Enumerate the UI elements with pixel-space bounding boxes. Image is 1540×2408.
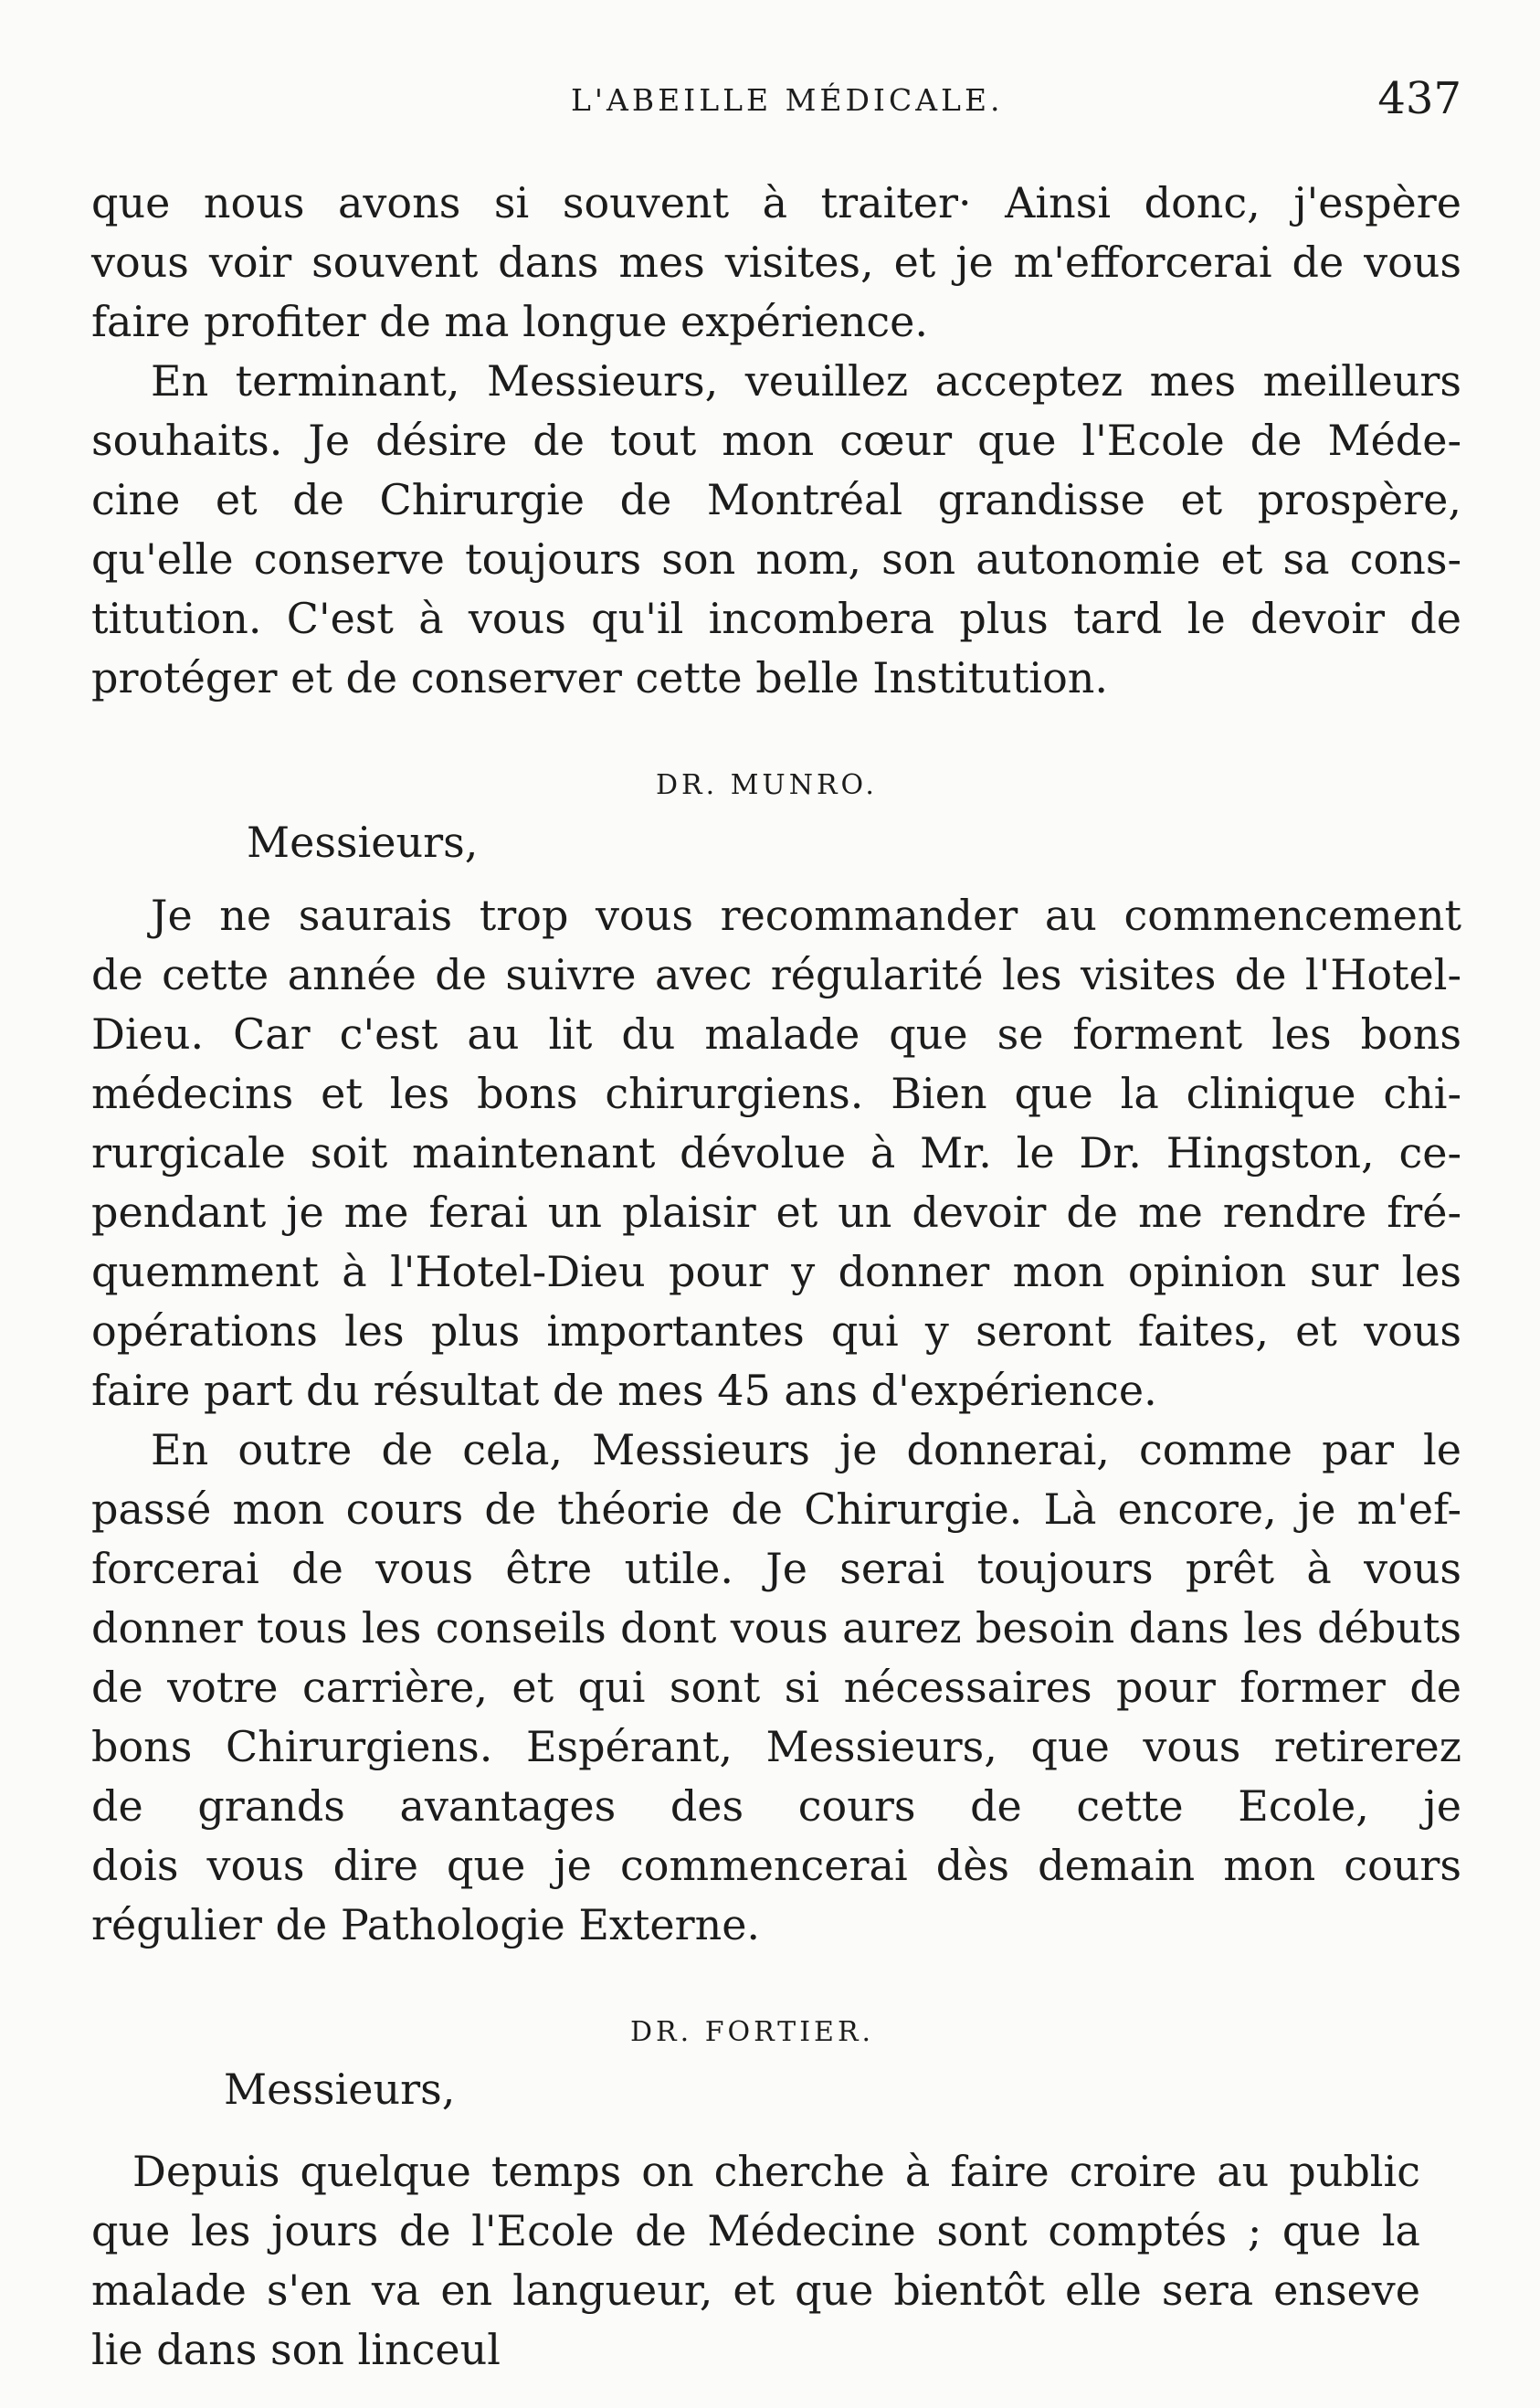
page-number: 437 xyxy=(1377,73,1461,124)
text-line: donner tous les conseils dont vous aurez besoin dans les débuts xyxy=(91,1603,1461,1653)
text-line: qu'elle conserve toujours son nom, son autonomie et sa cons- xyxy=(91,534,1461,584)
text-line: En terminant, Messieurs, veuillez acceptez mes meilleurs xyxy=(151,356,1461,406)
salutation: Messieurs, xyxy=(247,818,479,867)
text-line: de votre carrière, et qui sont si nécessaires pour former de xyxy=(91,1663,1461,1712)
text-line: bons Chirurgiens. Espérant, Messieurs, que vous retirerez xyxy=(91,1722,1461,1771)
text-line: faire part du résultat de mes 45 ans d'expérience. xyxy=(91,1366,1157,1415)
text-line: que nous avons si souvent à traiter· Ainsi donc, j'espère xyxy=(91,178,1461,227)
text-line: que les jours de l'Ecole de Médecine sont comptés ; que la xyxy=(91,2206,1420,2255)
text-line: souhaits. Je désire de tout mon cœur que l'Ecole de Méde- xyxy=(91,416,1461,465)
text-line: médecins et les bons chirurgiens. Bien que la clinique chi- xyxy=(91,1069,1461,1118)
text-line: titution. C'est à vous qu'il incombera plus tard le devoir de xyxy=(91,594,1461,643)
page-header xyxy=(91,73,1461,146)
text-line: pendant je me ferai un plaisir et un devoir de me rendre fré- xyxy=(91,1188,1461,1237)
text-line: protéger et de conserver cette belle Institution. xyxy=(91,653,1109,702)
text-line: passé mon cours de théorie de Chirurgie. Là encore, je m'ef- xyxy=(91,1484,1461,1534)
text-line: En outre de cela, Messieurs je donnerai, comme par le xyxy=(151,1425,1461,1474)
text-line: cine et de Chirurgie de Montréal grandisse et prospère, xyxy=(91,475,1461,524)
salutation: Messieurs, xyxy=(224,2065,456,2114)
text-line: forcerai de vous être utile. Je serai toujours prêt à vous xyxy=(91,1544,1461,1593)
text-line: lie dans son linceul xyxy=(91,2325,501,2374)
text-line: régulier de Pathologie Externe. xyxy=(91,1900,761,1949)
text-line: de cette année de suivre avec régularité les visites de l'Hotel- xyxy=(91,950,1461,999)
text-line: faire profiter de ma longue expérience. xyxy=(91,297,929,346)
text-line: Dieu. Car c'est au lit du malade que se forment les bons xyxy=(91,1009,1461,1059)
text-line: Depuis quelque temps on cherche à faire croire au public xyxy=(132,2147,1420,2196)
text-line: quemment à l'Hotel-Dieu pour y donner mon opinion sur les xyxy=(91,1247,1461,1296)
text-line: de grands avantages des cours de cette Ecole, je xyxy=(91,1781,1461,1831)
text-line: rurgicale soit maintenant dévolue à Mr. le Dr. Hingston, ce- xyxy=(91,1128,1461,1178)
running-title: L'ABEILLE MÉDICALE. xyxy=(571,82,1004,118)
text-line: malade s'en va en langueur, et que bientôt elle sera enseve xyxy=(91,2265,1420,2315)
text-line: opérations les plus importantes qui y seront faites, et vous xyxy=(91,1306,1461,1356)
text-line: Je ne saurais trop vous recommander au commencement xyxy=(151,891,1461,940)
text-line: dois vous dire que je commencerai dès demain mon cours xyxy=(91,1841,1461,1890)
text-line: vous voir souvent dans mes visites, et je m'efforcerai de vous xyxy=(91,238,1461,287)
section-heading: DR. MUNRO. xyxy=(656,769,878,801)
section-heading: DR. FORTIER. xyxy=(630,2016,875,2048)
